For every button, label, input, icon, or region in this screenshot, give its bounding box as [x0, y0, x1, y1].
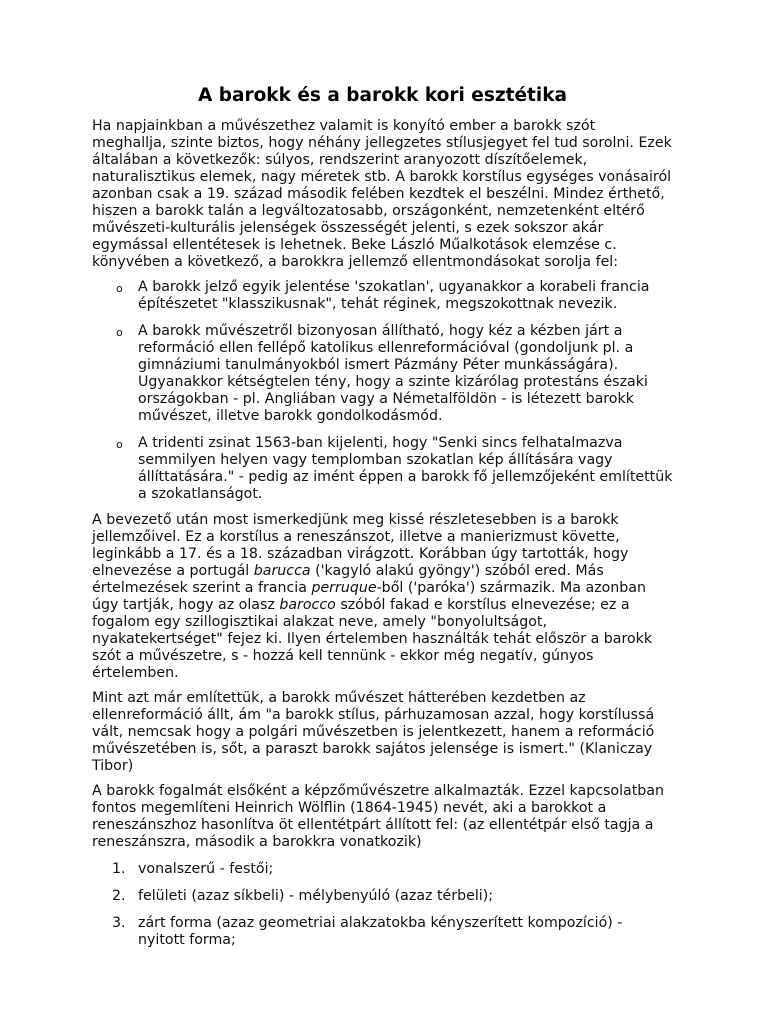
list-item: [112, 861, 673, 878]
wolfflin-paragraph: A barokk fogalmát elsőként a képzőművészetre alkalmazták. Ezzel kapcsolatban fontos megemlíteni Heinrich Wölflin (1864-1945) nevét, aki a barokkot a reneszánszhoz hasonlítva öt ellentétpárt állított fel: (az ellentétpár első tagja a reneszánszra, második a barokkra vonatkozik): [92, 783, 664, 850]
etymology-text: -ből ('paróka') származik. Ma azonban úgy tartják, hogy az olasz: [92, 580, 646, 613]
term-perruque: perruque: [311, 580, 377, 596]
list-item-text: vonalszerű - festői;: [138, 861, 274, 877]
list-item: [116, 323, 673, 425]
etymology-paragraph: [92, 512, 673, 682]
bullet-marker: o: [116, 326, 123, 339]
list-number: 1.: [112, 861, 126, 877]
bullet-marker: o: [116, 282, 123, 295]
list-item-text: felületi (azaz síkbeli) - mélybenyúló (azaz térbeli);: [138, 888, 494, 904]
list-item-text: zárt forma (azaz geometriai alakzatokba kényszerített kompozíció) - nyitott forma;: [138, 915, 623, 948]
list-item-text: A barokk jelző egyik jelentése 'szokatlan', ugyanakkor a korabeli francia építészetet "klasszikusnak", tehát réginek, megszokottnak nevezik.: [138, 279, 650, 312]
list-item-text: A barokk művészetről bizonyosan állítható, hogy kéz a kézben járt a reformáció ellen fellépő katolikus ellenreformációval (gondoljunk pl. a gimnáziumi tanulmányokból ismert Pázmány Péter munkásságára). Ugyanakkor kétségtelen tény, hogy a szinte kizárólag protestáns északi országokban - pl. Angliában vagy a Németalföldön - is létezett barokk művészet, illetve barokk gondolkodásmód.: [138, 323, 648, 424]
list-item: [112, 915, 673, 949]
etymology-text: ('kagyló alakú gyöngy') szóból ered. Más értelmezések szerint a francia: [92, 563, 604, 596]
list-item: [116, 279, 673, 313]
etymology-text: A bevezető után most ismerkedjünk meg kissé részletesebben is a barokk jellemzőivel. Ez a korstílus a reneszánszot, illetve a manierizmust követte, leginkább a 17. és a 18. században virágzott. Korábban úgy tartották, hogy elnevezése a portugál: [92, 512, 629, 579]
document-title: A barokk és a barokk kori esztétika: [197, 85, 567, 106]
term-barucca: barucca: [253, 563, 311, 579]
etymology-text: szóból fakad e korstílus elnevezése; ez a fogalom egy szillogisztikai alakzat neve, amely "bonyolultságot, nyakatekertséget" fejez ki. Ilyen értelemben használták tehát először a barokk szót a művészetre, s - hozzá kell tennünk - ekkor még negatív, gúnyos értelemben.: [92, 597, 653, 681]
term-barocco: barocco: [279, 597, 336, 613]
list-number: 3.: [112, 915, 126, 931]
list-item-text: A tridenti zsinat 1563-ban kijelenti, hogy "Senki sincs felhatalmazva semmilyen helyen vagy templomban szokatlan kép állítására vagy állíttatására." - pedig az imént éppen a barokk fő jellemzőjeként említettük a szokatlanságot.: [138, 435, 673, 502]
list-item: [112, 888, 673, 905]
list-number: 2.: [112, 888, 126, 904]
contrast-pairs-list: [92, 861, 673, 949]
contradictions-list: [92, 279, 673, 503]
intro-paragraph: Ha napjainkban a művészethez valamit is konyító ember a barokk szót meghallja, szinte biztos, hogy néhány jellegzetes stílusjegyet fel tud sorolni. Ezek általában a következők: súlyos, rendszerint aranyozott díszítőelemek, naturalisztikus elemek, nagy méretek stb. A barokk korstílus egységes vonásairól azonban csak a 19. század második felében kezdtek el beszélni. Mindez érthető, hiszen a barokk talán a legváltozatosabb, országonként, nemzetenként eltérő művészeti-kulturális jelenségek összességét jelenti, s ezek sokszor akár egymással ellentétesek is lehetnek. Beke László Műalkotások elemzése c. könyvében a következő, a barokkra jellemző ellentmondásokat sorolja fel:: [92, 118, 672, 270]
bullet-marker: o: [116, 438, 123, 451]
counter-reformation-paragraph: Mint azt már említettük, a barokk művészet hátterében kezdetben az ellenreformáció állt, ám "a barokk stílus, párhuzamosan azzal, hogy korstílussá vált, nemcsak hogy a polgári művészetben is jelentkezett, hanem a reformáció művészetében is, sőt, a paraszt barokk sajátos jelensége is ismert." (Klaniczay Tibor): [92, 690, 655, 774]
list-item: [116, 435, 673, 503]
